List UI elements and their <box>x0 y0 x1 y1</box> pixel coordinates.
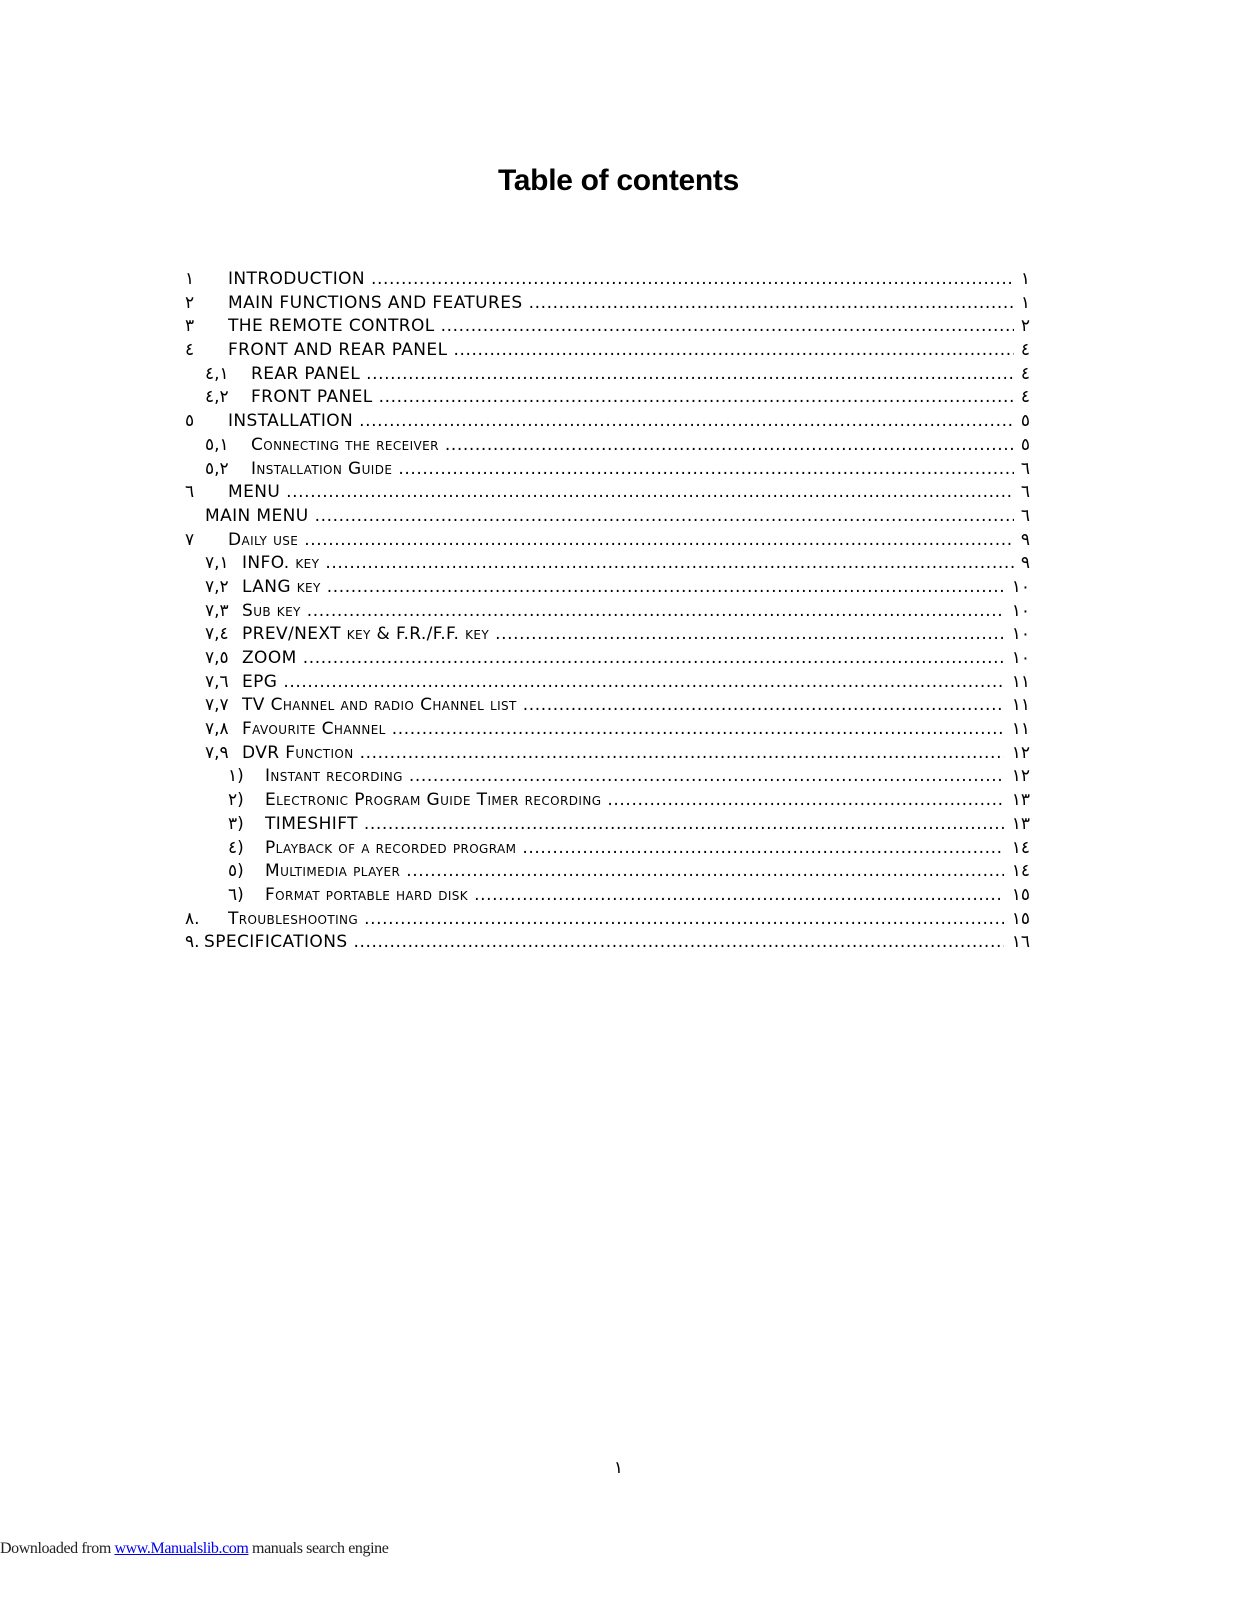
toc-entry-number: ٥ <box>185 411 195 432</box>
toc-entry-page: ٦ <box>1020 505 1030 526</box>
toc-entry-label: FRONT PANEL <box>251 387 373 408</box>
toc-entry[interactable] <box>185 931 1030 955</box>
toc-entry-number: ٢ <box>185 292 195 313</box>
footer-suffix: manuals search engine <box>248 1540 389 1557</box>
toc-entry-page: ١٢ <box>1011 766 1030 787</box>
toc-entry-number: ٧,٩ <box>205 742 229 763</box>
toc-entry-number: ٦) <box>228 884 244 905</box>
toc-entry-page: ١٠ <box>1011 624 1030 645</box>
toc-entry-number: ٧ <box>185 529 195 550</box>
toc-entry-label: MAIN FUNCTIONS AND FEATURES <box>228 292 523 313</box>
toc-entry-page: ١٣ <box>1011 813 1030 834</box>
toc-entry-page: ٩ <box>1020 553 1030 574</box>
toc-entry-page: ١١ <box>1011 671 1030 692</box>
toc-entry-number: ٥) <box>228 861 244 882</box>
toc-entry[interactable] <box>185 623 1030 647</box>
toc-entry-label: Playback of a recorded program <box>265 837 517 858</box>
toc-entry-page: ١٠ <box>1011 576 1030 597</box>
toc-entry-label: Electronic Program Guide Timer recording <box>265 790 602 811</box>
toc-entry-page: ٤ <box>1020 363 1030 384</box>
toc-entry-number: ٧,٤ <box>205 624 229 645</box>
toc-entry-number: ٧,٨ <box>205 719 229 740</box>
toc-entry-page: ١٤ <box>1011 861 1030 882</box>
toc-entry-number: ٧,٧ <box>205 695 229 716</box>
toc-entry-number: ٧,٣ <box>205 600 229 621</box>
toc-entry-label: INTRODUCTION <box>228 269 366 289</box>
toc-entry-label: LANG key <box>242 576 321 597</box>
page-title: Table of contents <box>497 164 740 197</box>
toc-entry-page: ٦ <box>1020 482 1030 503</box>
toc-entry-number: ٥,٢ <box>205 458 229 479</box>
toc-entry-page: ١٤ <box>1011 837 1030 858</box>
toc-entry-number: ١ <box>185 269 195 289</box>
toc-entry-label: MENU <box>228 482 281 503</box>
toc-entry[interactable] <box>185 884 1030 908</box>
toc-entry-page: ١ <box>1020 269 1030 289</box>
table-of-contents <box>185 268 1030 955</box>
toc-entry-number: ٦ <box>185 482 195 503</box>
toc-entry-number: ٢) <box>228 790 244 811</box>
toc-entry-number: ٨. <box>185 908 200 929</box>
toc-entry[interactable] <box>185 268 1030 292</box>
toc-entry-number: ٧,٢ <box>205 576 229 597</box>
toc-entry-label: FRONT AND REAR PANEL <box>228 340 448 361</box>
toc-entry-number: ٧,٥ <box>205 648 229 668</box>
toc-entry[interactable] <box>185 529 1030 553</box>
toc-entry-number: ٣ <box>185 316 195 337</box>
toc-entry-page: ١٣ <box>1011 790 1030 811</box>
toc-entry-label: Instant recording <box>265 766 403 787</box>
toc-entry[interactable] <box>185 386 1030 410</box>
toc-entry[interactable] <box>185 363 1030 387</box>
toc-entry-page: ٤ <box>1020 387 1030 408</box>
toc-entry-page: ١٥ <box>1011 908 1030 929</box>
toc-entry[interactable] <box>185 860 1030 884</box>
toc-entry-label: REAR PANEL <box>251 363 361 384</box>
toc-entry[interactable] <box>185 600 1030 624</box>
toc-entry[interactable] <box>185 576 1030 600</box>
toc-entry[interactable] <box>185 742 1030 766</box>
toc-entry-label: TV Channel and radio Channel list <box>242 695 517 716</box>
toc-entry-page: ٤ <box>1020 340 1030 361</box>
toc-entry-label: Favourite Channel <box>242 719 386 740</box>
footer <box>0 1540 388 1558</box>
toc-entry-label: DVR Function <box>242 742 354 763</box>
toc-entry[interactable] <box>185 908 1030 932</box>
toc-entry-label: Multimedia player <box>265 861 401 882</box>
toc-entry-number: ٩. <box>185 932 200 953</box>
toc-entry-number: ٤,٢ <box>205 387 229 408</box>
toc-entry[interactable] <box>185 458 1030 482</box>
toc-entry-label: EPG <box>242 671 278 692</box>
toc-entry[interactable] <box>185 292 1030 316</box>
toc-entry[interactable] <box>185 789 1030 813</box>
toc-entry[interactable] <box>185 505 1030 529</box>
toc-entry-label: Format portable hard disk <box>265 884 469 905</box>
toc-entry-label: TIMESHIFT <box>265 813 358 834</box>
toc-entry-label: ZOOM <box>242 648 297 668</box>
toc-entry-page: ٥ <box>1020 434 1030 455</box>
toc-entry-label: Connecting the receiver <box>251 434 439 455</box>
toc-entry[interactable] <box>185 694 1030 718</box>
toc-entry-number: ٤) <box>228 837 244 858</box>
toc-entry[interactable] <box>185 718 1030 742</box>
toc-entry[interactable] <box>185 552 1030 576</box>
toc-entry-page: ١ <box>1020 292 1030 313</box>
toc-entry-number: ٤ <box>185 340 195 361</box>
toc-entry-number: ١) <box>228 766 244 787</box>
toc-entry-label: Daily use <box>228 529 299 550</box>
toc-entry-number: ٧,٦ <box>205 671 229 692</box>
toc-entry[interactable] <box>185 410 1030 434</box>
page-number: ١ <box>613 1458 624 1478</box>
toc-entry[interactable] <box>185 671 1030 695</box>
toc-entry[interactable] <box>185 813 1030 837</box>
toc-entry[interactable] <box>185 837 1030 861</box>
toc-entry[interactable] <box>185 339 1030 363</box>
toc-entry-label: Sub key <box>242 600 301 621</box>
toc-entry-label: INSTALLATION <box>228 411 354 432</box>
toc-entry-number: ٣) <box>228 813 244 834</box>
footer-prefix: Downloaded from <box>0 1540 115 1557</box>
toc-entry-page: ١٢ <box>1011 742 1030 763</box>
toc-entry-page: ١٠ <box>1011 600 1030 621</box>
toc-entry-page: ٦ <box>1020 458 1030 479</box>
toc-entry-page: ١١ <box>1011 719 1030 740</box>
toc-entry[interactable] <box>185 765 1030 789</box>
toc-entry-page: ١٠ <box>1011 648 1030 668</box>
toc-entry-label: INFO. key <box>242 553 320 574</box>
toc-entry-label: PREV/NEXT key & F.R./F.F. key <box>242 624 490 645</box>
toc-entry-page: ١٥ <box>1011 884 1030 905</box>
toc-entry[interactable] <box>185 481 1030 505</box>
toc-entry-label: Troubleshooting <box>228 908 359 929</box>
toc-entry-page: ١٦ <box>1011 932 1030 953</box>
toc-entry-page: ٩ <box>1020 529 1030 550</box>
toc-entry-label: THE REMOTE CONTROL <box>228 316 435 337</box>
toc-entry-page: ٢ <box>1020 316 1030 337</box>
toc-entry-number: ٥,١ <box>205 434 229 455</box>
toc-entry-number: ٤,١ <box>205 363 229 384</box>
toc-entry-label: SPECIFICATIONS <box>204 932 348 953</box>
toc-entry-label: MAIN MENU <box>205 505 309 526</box>
toc-entry-label: Installation Guide <box>251 458 393 479</box>
toc-entry[interactable] <box>185 647 1030 671</box>
toc-entry[interactable] <box>185 434 1030 458</box>
toc-entry-number: ٧,١ <box>205 553 229 574</box>
toc-entry-page: ١١ <box>1011 695 1030 716</box>
toc-entry[interactable] <box>185 315 1030 339</box>
manualslib-link[interactable]: www.Manualslib.com <box>114 1540 249 1557</box>
toc-entry-page: ٥ <box>1020 411 1030 432</box>
